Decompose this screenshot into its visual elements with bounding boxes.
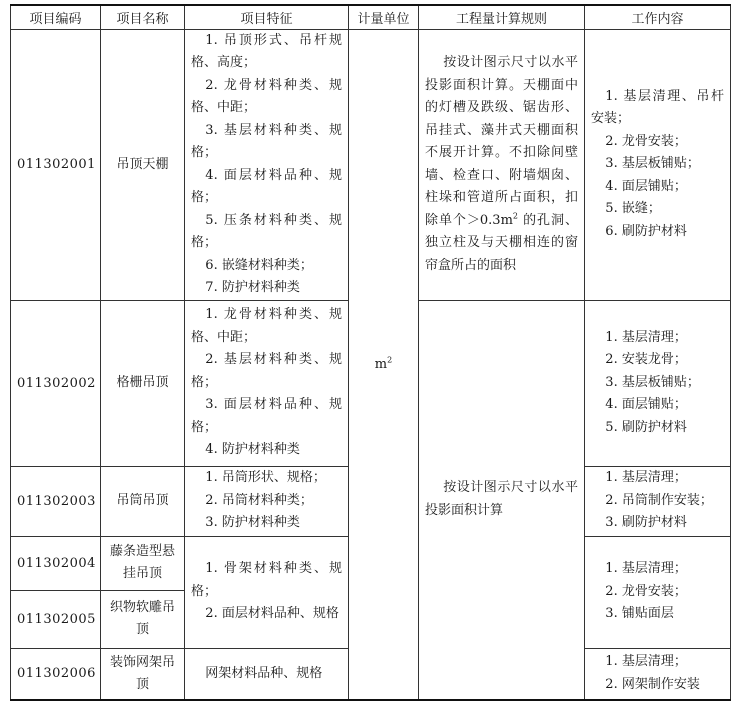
rule1-text-after: 的孔洞、独立柱及与天棚相连的窗帘盒所占的面积 [425, 212, 578, 273]
item-code: 011302001 [11, 29, 101, 300]
header-row [11, 5, 731, 29]
quota-table-container [10, 4, 730, 701]
feature-line: 4. 面层材料品种、规格； [191, 167, 342, 205]
item-features [185, 300, 349, 466]
feature-line: 1. 吊筒形状、规格； [205, 470, 326, 486]
work-line: 2. 安装龙骨； [605, 352, 687, 368]
item-code: 011302004 [11, 536, 101, 590]
work-line: 1. 基层清理； [605, 654, 687, 670]
work-line: 3. 基层板铺贴； [605, 156, 700, 172]
item-name: 装饰网架吊顶 [101, 648, 185, 700]
item-code: 011302003 [11, 466, 101, 536]
work-line: 2. 龙骨安装； [605, 583, 687, 599]
rule1-text: 按设计图示尺寸以水平投影面积计算。天棚面中的灯槽及跌级、锯齿形、吊挂式、藻井式天棚面积不展开计算。不扣除间壁墙、检查口、附墙烟囱、柱垛和管道所占面积，扣除单个＞0.3m [425, 55, 578, 228]
feature-line: 1. 龙骨材料种类、规格、中距； [191, 307, 342, 345]
feature-line: 1. 骨架材料种类、规格； [191, 561, 342, 599]
feature-line: 5. 压条材料种类、规格； [191, 212, 342, 250]
feature-line: 2. 面层材料品种、规格 [205, 606, 339, 622]
item-features [185, 648, 349, 700]
feature-line: 3. 防护材料种类 [205, 515, 300, 531]
work-line: 3. 铺贴面层 [605, 606, 674, 622]
header-unit: 计量单位 [349, 5, 419, 29]
work-line: 1. 基层清理； [605, 329, 687, 345]
item-features [185, 536, 349, 648]
work-content [585, 29, 731, 300]
measure-unit [349, 29, 419, 700]
work-line: 1. 基层清理； [605, 470, 687, 486]
work-content [585, 536, 731, 648]
feature-line: 2. 龙骨材料种类、规格、中距； [191, 77, 342, 115]
item-name: 藤条造型悬挂吊顶 [101, 536, 185, 590]
calc-rule-1 [419, 29, 585, 300]
work-content [585, 648, 731, 700]
work-line: 2. 吊筒制作安装； [605, 492, 713, 508]
work-content [585, 300, 731, 466]
rule1-exponent: 2 [512, 211, 518, 221]
feature-line: 6. 嵌缝材料种类； [205, 257, 313, 273]
item-name: 吊顶天棚 [101, 29, 185, 300]
work-line: 1. 基层清理、吊杆安装； [591, 88, 724, 127]
feature-line: 2. 吊筒材料种类； [205, 492, 313, 508]
work-line: 2. 龙骨安装； [605, 133, 687, 149]
feature-line: 1. 吊顶形式、吊杆规格、高度； [191, 32, 342, 70]
feature-line: 3. 基层材料种类、规格； [191, 122, 342, 160]
work-line: 1. 基层清理； [605, 561, 687, 577]
header-work: 工作内容 [585, 5, 731, 29]
item-features [185, 466, 349, 536]
rule2-text: 按设计图示尺寸以水平投影面积计算 [425, 480, 578, 518]
calc-rule-2 [419, 300, 585, 700]
item-code: 011302006 [11, 648, 101, 700]
work-line: 6. 刷防护材料 [605, 223, 687, 239]
unit-base: m [374, 356, 388, 372]
work-content [585, 466, 731, 536]
table-row [11, 29, 731, 300]
item-name: 吊筒吊顶 [101, 466, 185, 536]
header-rule: 工程量计算规则 [419, 5, 585, 29]
header-features: 项目特征 [185, 5, 349, 29]
item-code: 011302005 [11, 590, 101, 648]
item-name: 格栅吊顶 [101, 300, 185, 466]
work-line: 5. 刷防护材料 [605, 419, 687, 435]
item-features [185, 29, 349, 300]
feature-line: 7. 防护材料种类 [205, 280, 300, 295]
feature-line: 3. 面层材料品种、规格； [191, 397, 342, 435]
work-line: 4. 面层铺贴； [605, 397, 687, 413]
work-line: 5. 嵌缝； [605, 201, 661, 217]
header-code: 项目编码 [11, 5, 101, 29]
feature-line: 4. 防护材料种类 [205, 442, 300, 458]
work-line: 3. 刷防护材料 [605, 515, 687, 531]
feature-line: 2. 基层材料种类、规格； [191, 352, 342, 390]
item-code: 011302002 [11, 300, 101, 466]
unit-exponent: 2 [387, 355, 393, 365]
work-line: 3. 基层板铺贴； [605, 374, 700, 390]
item-name: 织物软雕吊顶 [101, 590, 185, 648]
ceiling-quota-table [10, 4, 731, 701]
header-name: 项目名称 [101, 5, 185, 29]
work-line: 2. 网架制作安装 [605, 676, 700, 692]
work-line: 4. 面层铺贴； [605, 178, 687, 194]
feature-line: 网架材料品种、规格 [205, 665, 323, 681]
